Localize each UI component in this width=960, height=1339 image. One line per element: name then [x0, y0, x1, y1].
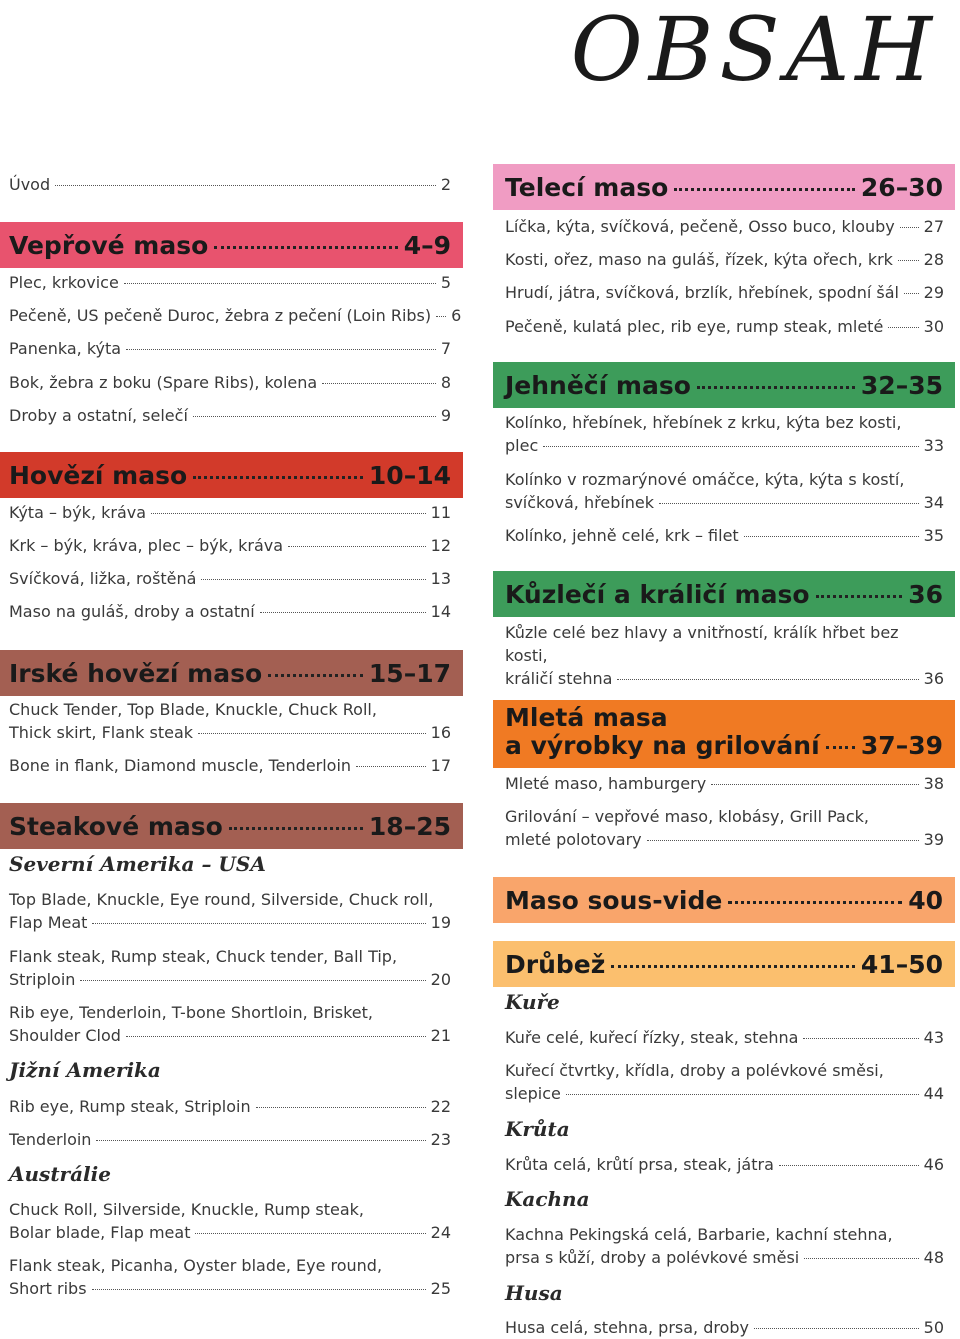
dot-leader [193, 476, 363, 479]
toc-entry[interactable] [505, 1153, 944, 1176]
entry-text: 6 [451, 306, 462, 325]
toc-entry[interactable] [9, 1001, 451, 1047]
entry-text: 23 [430, 1130, 451, 1149]
toc-entry[interactable] [9, 567, 451, 590]
entry-text: Rib eye, Tenderloin, T-bone Shortloin, Brisket, [9, 1003, 373, 1022]
dot-leader [256, 1107, 426, 1108]
dot-leader [436, 316, 446, 317]
entry-text: Top Blade, Knuckle, Eye round, Silverside, Chuck roll, [9, 890, 434, 909]
toc-entry[interactable] [505, 805, 944, 851]
toc-entry[interactable] [505, 621, 944, 690]
entry-text: 40 [908, 886, 943, 915]
entry-text: Jehněčí maso [505, 371, 691, 400]
dot-leader [779, 1165, 919, 1166]
section-header-irish-beef[interactable] [0, 650, 463, 696]
section-header-pork[interactable] [0, 222, 463, 268]
section-header-lamb[interactable] [493, 362, 955, 408]
entry-text: 17 [430, 756, 451, 775]
entry-text: Steakové maso [9, 812, 223, 841]
entry-text: 4–9 [403, 231, 451, 260]
entry-text: mleté polotovary [505, 830, 642, 849]
toc-entry[interactable] [505, 468, 944, 514]
entry-text: 34 [923, 493, 944, 512]
entry-text: 25 [430, 1279, 451, 1298]
entry-text: Svíčková, ližka, roštěná [9, 569, 197, 588]
dot-leader [92, 1289, 426, 1290]
dot-leader [904, 293, 919, 294]
entry-text: svíčková, hřebínek [505, 493, 655, 512]
dot-leader [260, 612, 426, 613]
toc-entry[interactable] [505, 411, 944, 457]
entry-text: 21 [430, 1026, 451, 1045]
entry-text: Kolínko v rozmarýnové omáčce, kýta, kýta s kostí, [505, 470, 905, 489]
dot-leader [647, 840, 919, 841]
dot-leader [888, 327, 918, 328]
section-header-poultry[interactable] [493, 941, 955, 987]
entry-text: 38 [923, 774, 944, 793]
entry-text: Chuck Roll, Silverside, Knuckle, Rump steak, [9, 1200, 365, 1219]
toc-entry[interactable] [9, 501, 451, 524]
entry-text: 18–25 [368, 812, 451, 841]
dot-leader [268, 674, 363, 677]
section-header-minced[interactable] [493, 700, 955, 768]
entry-text: Chuck Tender, Top Blade, Knuckle, Chuck Roll, [9, 700, 377, 719]
dot-leader [229, 827, 363, 830]
dot-leader [804, 1258, 918, 1259]
dot-leader [92, 923, 425, 924]
dot-leader [659, 503, 919, 504]
entry-text: Rib eye, Rump steak, Striploin [9, 1097, 251, 1116]
toc-entry[interactable] [9, 698, 451, 744]
toc-entry[interactable] [505, 281, 944, 304]
entry-text: Krůta celá, krůtí prsa, steak, játra [505, 1155, 774, 1174]
entry-text: Panenka, kýta [9, 339, 122, 358]
section-header-steak[interactable] [0, 803, 463, 849]
dot-leader [193, 416, 436, 417]
entry-text: Kůzle celé bez hlavy a vnitřností, králík hřbet bez kosti, [505, 623, 899, 665]
dot-leader [126, 1036, 426, 1037]
entry-text: 48 [923, 1248, 944, 1267]
toc-entry[interactable] [9, 371, 451, 394]
entry-text: Kolínko, hřebínek, hřebínek z krku, kýta bez kosti, [505, 413, 902, 432]
entry-text: Maso sous-vide [505, 886, 723, 915]
dot-leader [322, 383, 436, 384]
entry-text: Kůzlečí a králičí maso [505, 580, 810, 609]
dot-leader [55, 185, 436, 186]
dot-leader [201, 579, 425, 580]
entry-text: 37–39 [860, 731, 943, 760]
entry-text: Short ribs [9, 1279, 87, 1298]
toc-entry[interactable] [9, 1254, 451, 1300]
toc-entry[interactable] [9, 271, 451, 294]
dot-leader [617, 679, 918, 680]
entry-text: 11 [430, 503, 451, 522]
dot-leader [697, 386, 855, 389]
entry-text: Vepřové maso [9, 231, 209, 260]
toc-entry[interactable] [9, 754, 451, 777]
toc-entry-intro[interactable] [9, 173, 451, 196]
entry-text: 27 [923, 217, 944, 236]
dot-leader [356, 766, 426, 767]
dot-leader [900, 227, 919, 228]
entry-text: Flap Meat [9, 913, 88, 932]
entry-text: Tenderloin [9, 1130, 92, 1149]
entry-text: 28 [923, 250, 944, 269]
entry-text: 8 [440, 373, 451, 392]
toc-entry[interactable] [505, 248, 944, 271]
dot-leader [826, 746, 855, 749]
entry-text: Líčka, kýta, svíčková, pečeně, Osso buco, klouby [505, 217, 895, 236]
entry-text: Husa celá, stehna, prsa, droby [505, 1318, 750, 1337]
entry-text: Striploin [9, 970, 76, 989]
toc-entry[interactable] [9, 404, 451, 427]
dot-leader [214, 246, 397, 249]
entry-text: 24 [430, 1223, 451, 1242]
section-header-sous-vide[interactable] [493, 877, 955, 923]
dot-leader [566, 1094, 919, 1095]
subsection-duck: Kachna [505, 1187, 590, 1211]
entry-text: Shoulder Clod [9, 1026, 121, 1045]
entry-text: Thick skirt, Flank steak [9, 723, 194, 742]
toc-entry[interactable] [505, 1223, 944, 1269]
entry-text: 16 [430, 723, 451, 742]
entry-text: Hrudí, játra, svíčková, brzlík, hřebínek, spodní šál [505, 283, 899, 302]
toc-entry[interactable] [505, 1316, 944, 1339]
dot-leader [124, 283, 436, 284]
dot-leader [816, 595, 903, 598]
entry-text: Droby a ostatní, selečí [9, 406, 188, 425]
section-header-beef[interactable] [0, 452, 463, 498]
entry-text: 15–17 [368, 659, 451, 688]
entry-text: 44 [923, 1084, 944, 1103]
dot-leader [754, 1328, 919, 1329]
entry-text: Bolar blade, Flap meat [9, 1223, 191, 1242]
dot-leader [674, 188, 855, 191]
toc-entry[interactable] [9, 534, 451, 557]
dot-leader [744, 536, 919, 537]
entry-text: 20 [430, 970, 451, 989]
entry-text: 36 [908, 580, 943, 609]
dot-leader [803, 1038, 918, 1039]
entry-text: Mleté maso, hamburgery [505, 774, 707, 793]
dot-leader [543, 446, 918, 447]
dot-leader [126, 349, 436, 350]
entry-text: 12 [430, 536, 451, 555]
toc-entry[interactable] [505, 215, 944, 238]
entry-text: 26–30 [860, 173, 943, 202]
toc-entry[interactable] [9, 1128, 451, 1151]
toc-entry[interactable] [9, 600, 451, 623]
entry-text: 22 [430, 1097, 451, 1116]
subsection-australia: Austrálie [9, 1162, 111, 1186]
entry-text: Kýta – býk, kráva [9, 503, 147, 522]
entry-text: Kosti, ořez, maso na guláš, řízek, kýta ořech, krk [505, 250, 893, 269]
dot-leader [195, 1233, 425, 1234]
toc-entry[interactable] [9, 888, 451, 934]
entry-text: a výrobky na grilování [505, 731, 820, 760]
entry-text: 29 [923, 283, 944, 302]
toc-entry[interactable] [505, 315, 944, 338]
dot-leader [711, 784, 918, 785]
dot-leader [151, 513, 426, 514]
entry-text: 36 [923, 669, 944, 688]
entry-text: 30 [923, 317, 944, 336]
entry-text: 39 [923, 830, 944, 849]
entry-text: slepice [505, 1084, 561, 1103]
entry-text: Pečeně, kulatá plec, rib eye, rump steak, mleté [505, 317, 884, 336]
entry-text: Flank steak, Rump steak, Chuck tender, Ball Tip, [9, 947, 398, 966]
toc-entry[interactable] [505, 1026, 944, 1049]
entry-text: 5 [440, 273, 451, 292]
entry-text: 41–50 [860, 950, 943, 979]
entry-text: 43 [923, 1028, 944, 1047]
entry-text: 35 [923, 526, 944, 545]
toc-entry[interactable] [9, 1198, 451, 1244]
entry-text: Telecí maso [505, 173, 669, 202]
entry-text: Bone in flank, Diamond muscle, Tenderloin [9, 756, 352, 775]
subsection-usa: Severní Amerika – USA [9, 852, 266, 876]
entry-text: Mletá masa [505, 703, 668, 732]
subsection-south-america: Jižní Amerika [9, 1058, 161, 1082]
subsection-turkey: Krůta [505, 1117, 570, 1141]
entry-text: 19 [430, 913, 451, 932]
subsection-chicken: Kuře [505, 990, 560, 1014]
entry-text: Kuře celé, kuřecí řízky, steak, stehna [505, 1028, 799, 1047]
entry-text: 7 [440, 339, 451, 358]
entry-text: 14 [430, 602, 451, 621]
toc-entry[interactable] [9, 945, 451, 991]
toc-entry[interactable] [9, 337, 451, 360]
entry-text: Drůbež [505, 950, 606, 979]
entry-text: prsa s kůží, droby a polévkové směsi [505, 1248, 800, 1267]
entry-text: Krk – býk, kráva, plec – býk, kráva [9, 536, 284, 555]
toc-entry[interactable] [505, 1059, 944, 1105]
dot-leader [728, 901, 902, 904]
entry-text: 9 [440, 406, 451, 425]
toc-entry[interactable] [505, 524, 944, 547]
entry-text: Flank steak, Picanha, Oyster blade, Eye round, [9, 1256, 383, 1275]
entry-text: 13 [430, 569, 451, 588]
entry-text: Kolínko, jehně celé, krk – filet [505, 526, 739, 545]
entry-text: králičí stehna [505, 669, 613, 688]
dot-leader [198, 733, 426, 734]
dot-leader [611, 965, 855, 968]
entry-text: 46 [923, 1155, 944, 1174]
toc-entry[interactable] [9, 304, 462, 327]
entry-text: Plec, krkovice [9, 273, 119, 292]
dot-leader [288, 546, 426, 547]
dot-leader [80, 980, 425, 981]
entry-text: Pečeně, US pečeně Duroc, žebra z pečení (Loin Ribs) [9, 306, 432, 325]
subsection-goose: Husa [505, 1281, 563, 1305]
entry-text: Kachna Pekingská celá, Barbarie, kachní stehna, [505, 1225, 893, 1244]
section-header-goat-rabbit[interactable] [493, 571, 955, 617]
entry-text: 50 [923, 1318, 944, 1337]
dot-leader [96, 1140, 425, 1141]
entry-text: Irské hovězí maso [9, 659, 263, 688]
toc-entry[interactable] [9, 1095, 451, 1118]
entry-text: Kuřecí čtvrtky, křídla, droby a polévkové směsi, [505, 1061, 884, 1080]
entry-text: Grilování – vepřové maso, klobásy, Grill Pack, [505, 807, 869, 826]
toc-entry[interactable] [505, 772, 944, 795]
entry-text: Hovězí maso [9, 461, 188, 490]
entry-text: 2 [440, 175, 451, 194]
dot-leader [898, 260, 919, 261]
entry-text: Úvod [9, 175, 51, 194]
entry-text: 32–35 [860, 371, 943, 400]
entry-text: 10–14 [368, 461, 451, 490]
entry-text: 33 [923, 436, 944, 455]
entry-text: plec [505, 436, 539, 455]
page-title: OBSAH [570, 0, 938, 101]
section-header-veal[interactable] [493, 164, 955, 210]
entry-text: Maso na guláš, droby a ostatní [9, 602, 255, 621]
entry-text: Bok, žebra z boku (Spare Ribs), kolena [9, 373, 318, 392]
